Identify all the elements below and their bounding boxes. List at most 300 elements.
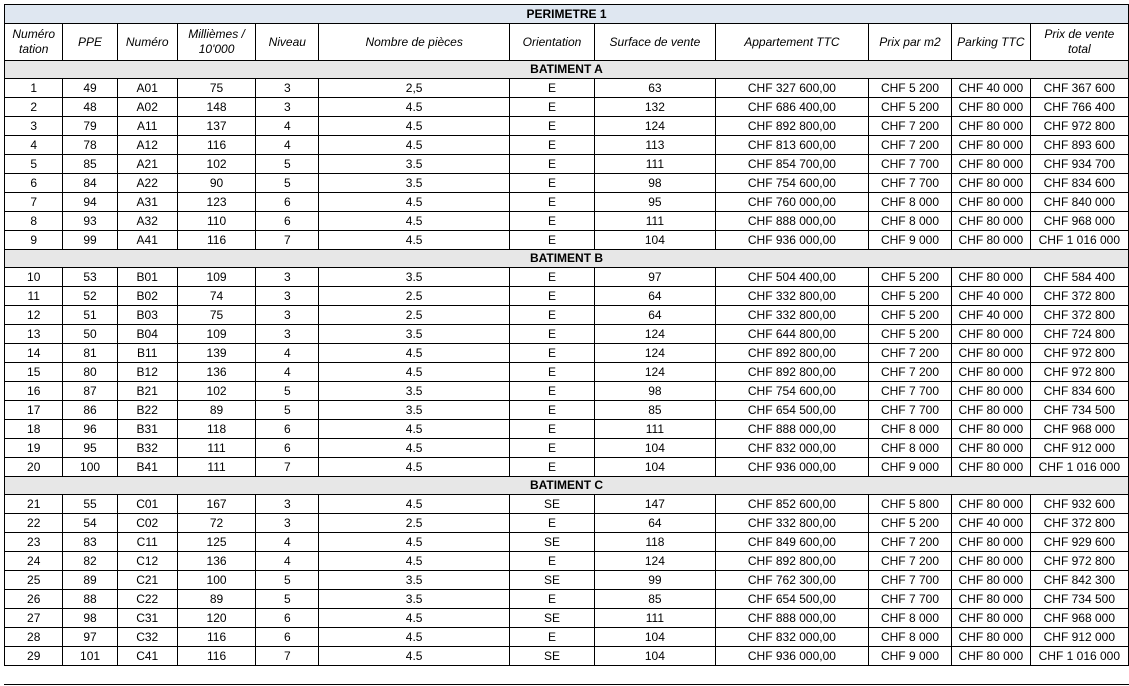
table-cell: 21 bbox=[5, 495, 63, 514]
section-title: BATIMENT A bbox=[5, 61, 1129, 79]
table-cell: CHF 80 000 bbox=[952, 98, 1031, 117]
table-cell: CHF 80 000 bbox=[952, 212, 1031, 231]
table-cell: 111 bbox=[594, 212, 715, 231]
table-cell: 6 bbox=[256, 212, 319, 231]
column-header: PPE bbox=[63, 24, 117, 61]
table-cell: CHF 40 000 bbox=[952, 79, 1031, 98]
table-cell: CHF 766 400 bbox=[1030, 98, 1128, 117]
table-cell: E bbox=[510, 552, 595, 571]
table-cell: CHF 754 600,00 bbox=[715, 382, 868, 401]
table-cell: CHF 834 600 bbox=[1030, 382, 1128, 401]
table-cell: 5 bbox=[256, 590, 319, 609]
table-cell: 72 bbox=[177, 514, 256, 533]
table-cell: 6 bbox=[256, 420, 319, 439]
table-cell: B21 bbox=[117, 382, 177, 401]
table-cell: 137 bbox=[177, 117, 256, 136]
table-cell: CHF 832 000,00 bbox=[715, 628, 868, 647]
bottom-divider bbox=[4, 684, 1129, 685]
table-cell: B03 bbox=[117, 306, 177, 325]
table-cell: CHF 934 700 bbox=[1030, 155, 1128, 174]
table-cell: CHF 5 200 bbox=[868, 306, 951, 325]
table-cell: A32 bbox=[117, 212, 177, 231]
table-cell: 125 bbox=[177, 533, 256, 552]
table-cell: 116 bbox=[177, 647, 256, 666]
table-cell: 2 bbox=[5, 98, 63, 117]
table-cell: CHF 724 800 bbox=[1030, 325, 1128, 344]
table-row bbox=[5, 514, 1129, 533]
column-header: Parking TTC bbox=[952, 24, 1031, 61]
table-row bbox=[5, 98, 1129, 117]
column-header: Numéro bbox=[117, 24, 177, 61]
table-cell: 3 bbox=[256, 268, 319, 287]
table-row bbox=[5, 287, 1129, 306]
column-header: Numéro tation bbox=[5, 24, 63, 61]
table-cell: E bbox=[510, 193, 595, 212]
table-cell: 4.5 bbox=[319, 609, 510, 628]
table-cell: CHF 80 000 bbox=[952, 590, 1031, 609]
table-cell: 4.5 bbox=[319, 552, 510, 571]
table-cell: 102 bbox=[177, 382, 256, 401]
table-row bbox=[5, 306, 1129, 325]
table-cell: CHF 8 000 bbox=[868, 628, 951, 647]
table-cell: CHF 854 700,00 bbox=[715, 155, 868, 174]
table-cell: CHF 644 800,00 bbox=[715, 325, 868, 344]
table-cell: A12 bbox=[117, 136, 177, 155]
table-cell: E bbox=[510, 514, 595, 533]
table-cell: CHF 9 000 bbox=[868, 231, 951, 250]
table-cell: E bbox=[510, 439, 595, 458]
table-row bbox=[5, 628, 1129, 647]
table-cell: 54 bbox=[63, 514, 117, 533]
table-cell: CHF 332 800,00 bbox=[715, 287, 868, 306]
table-cell: CHF 972 800 bbox=[1030, 552, 1128, 571]
section-title: BATIMENT B bbox=[5, 250, 1129, 268]
table-row bbox=[5, 571, 1129, 590]
table-cell: 3.5 bbox=[319, 174, 510, 193]
table-row bbox=[5, 231, 1129, 250]
table-cell: CHF 80 000 bbox=[952, 382, 1031, 401]
table-cell: 3.5 bbox=[319, 590, 510, 609]
table-cell: 4.5 bbox=[319, 647, 510, 666]
table-cell: 4.5 bbox=[319, 495, 510, 514]
table-cell: CHF 754 600,00 bbox=[715, 174, 868, 193]
table-cell: B32 bbox=[117, 439, 177, 458]
table-cell: 123 bbox=[177, 193, 256, 212]
table-cell: 18 bbox=[5, 420, 63, 439]
table-cell: 5 bbox=[256, 382, 319, 401]
table-cell: 4 bbox=[256, 136, 319, 155]
column-header: Nombre de pièces bbox=[319, 24, 510, 61]
table-cell: C12 bbox=[117, 552, 177, 571]
table-cell: SE bbox=[510, 495, 595, 514]
table-cell: 89 bbox=[177, 401, 256, 420]
table-cell: 111 bbox=[177, 458, 256, 477]
table-cell: A11 bbox=[117, 117, 177, 136]
table-cell: 83 bbox=[63, 533, 117, 552]
table-cell: 5 bbox=[256, 401, 319, 420]
table-cell: 7 bbox=[256, 458, 319, 477]
table-cell: 22 bbox=[5, 514, 63, 533]
table-cell: CHF 80 000 bbox=[952, 363, 1031, 382]
table-cell: CHF 80 000 bbox=[952, 268, 1031, 287]
table-cell: CHF 888 000,00 bbox=[715, 420, 868, 439]
table-cell: 102 bbox=[177, 155, 256, 174]
table-cell: 19 bbox=[5, 439, 63, 458]
table-cell: B02 bbox=[117, 287, 177, 306]
table-cell: 5 bbox=[5, 155, 63, 174]
table-cell: 20 bbox=[5, 458, 63, 477]
table-cell: 139 bbox=[177, 344, 256, 363]
table-cell: 85 bbox=[594, 590, 715, 609]
table-cell: CHF 888 000,00 bbox=[715, 212, 868, 231]
table-cell: 95 bbox=[63, 439, 117, 458]
table-cell: CHF 972 800 bbox=[1030, 344, 1128, 363]
table-cell: B41 bbox=[117, 458, 177, 477]
table-cell: CHF 367 600 bbox=[1030, 79, 1128, 98]
table-cell: 2.5 bbox=[319, 287, 510, 306]
table-cell: CHF 80 000 bbox=[952, 571, 1031, 590]
table-cell: 111 bbox=[594, 420, 715, 439]
table-cell: 89 bbox=[63, 571, 117, 590]
section-header-row bbox=[5, 477, 1129, 495]
table-cell: 25 bbox=[5, 571, 63, 590]
table-cell: CHF 80 000 bbox=[952, 552, 1031, 571]
section-header-row bbox=[5, 250, 1129, 268]
table-cell: 1 bbox=[5, 79, 63, 98]
table-cell: 52 bbox=[63, 287, 117, 306]
table-cell: E bbox=[510, 287, 595, 306]
table-cell: 98 bbox=[594, 382, 715, 401]
table-cell: CHF 8 000 bbox=[868, 420, 951, 439]
table-cell: CHF 372 800 bbox=[1030, 287, 1128, 306]
table-cell: CHF 80 000 bbox=[952, 420, 1031, 439]
table-cell: CHF 936 000,00 bbox=[715, 458, 868, 477]
table-cell: A01 bbox=[117, 79, 177, 98]
table-cell: 64 bbox=[594, 287, 715, 306]
table-cell: CHF 912 000 bbox=[1030, 439, 1128, 458]
table-row bbox=[5, 420, 1129, 439]
table-cell: 5 bbox=[256, 571, 319, 590]
title-row bbox=[5, 5, 1129, 24]
table-cell: 3 bbox=[256, 306, 319, 325]
table-cell: 148 bbox=[177, 98, 256, 117]
table-cell: 111 bbox=[594, 155, 715, 174]
table-cell: CHF 892 800,00 bbox=[715, 344, 868, 363]
table-cell: 3.5 bbox=[319, 401, 510, 420]
table-cell: CHF 80 000 bbox=[952, 495, 1031, 514]
table-cell: 124 bbox=[594, 552, 715, 571]
table-row bbox=[5, 79, 1129, 98]
table-row bbox=[5, 458, 1129, 477]
table-cell: 3 bbox=[256, 495, 319, 514]
table-cell: 4.5 bbox=[319, 117, 510, 136]
table-cell: 4 bbox=[256, 552, 319, 571]
table-cell: A41 bbox=[117, 231, 177, 250]
table-cell: 118 bbox=[594, 533, 715, 552]
table-cell: 136 bbox=[177, 363, 256, 382]
table-cell: CHF 7 700 bbox=[868, 155, 951, 174]
table-cell: 4.5 bbox=[319, 628, 510, 647]
table-cell: CHF 5 200 bbox=[868, 325, 951, 344]
table-cell: CHF 7 200 bbox=[868, 117, 951, 136]
table-cell: CHF 893 600 bbox=[1030, 136, 1128, 155]
table-row bbox=[5, 136, 1129, 155]
table-cell: 48 bbox=[63, 98, 117, 117]
table-cell: CHF 372 800 bbox=[1030, 306, 1128, 325]
table-cell: CHF 7 700 bbox=[868, 401, 951, 420]
table-cell: CHF 5 200 bbox=[868, 79, 951, 98]
table-cell: CHF 327 600,00 bbox=[715, 79, 868, 98]
table-cell: A02 bbox=[117, 98, 177, 117]
table-cell: 4.5 bbox=[319, 136, 510, 155]
table-cell: 80 bbox=[63, 363, 117, 382]
table-cell: E bbox=[510, 363, 595, 382]
table-cell: 116 bbox=[177, 628, 256, 647]
table-cell: 75 bbox=[177, 79, 256, 98]
table-cell: 100 bbox=[177, 571, 256, 590]
table-cell: CHF 7 200 bbox=[868, 136, 951, 155]
table-cell: CHF 852 600,00 bbox=[715, 495, 868, 514]
table-cell: CHF 968 000 bbox=[1030, 420, 1128, 439]
table-row bbox=[5, 193, 1129, 212]
table-cell: 101 bbox=[63, 647, 117, 666]
table-cell: CHF 888 000,00 bbox=[715, 609, 868, 628]
table-cell: CHF 968 000 bbox=[1030, 212, 1128, 231]
table-cell: C21 bbox=[117, 571, 177, 590]
table-cell: CHF 80 000 bbox=[952, 344, 1031, 363]
table-row bbox=[5, 344, 1129, 363]
table-cell: CHF 80 000 bbox=[952, 609, 1031, 628]
table-cell: C32 bbox=[117, 628, 177, 647]
table-cell: 84 bbox=[63, 174, 117, 193]
table-cell: 98 bbox=[63, 609, 117, 628]
table-cell: CHF 5 200 bbox=[868, 514, 951, 533]
table-cell: CHF 7 200 bbox=[868, 533, 951, 552]
table-cell: E bbox=[510, 306, 595, 325]
table-cell: E bbox=[510, 98, 595, 117]
table-cell: CHF 734 500 bbox=[1030, 590, 1128, 609]
table-cell: 136 bbox=[177, 552, 256, 571]
table-cell: B01 bbox=[117, 268, 177, 287]
table-cell: 3.5 bbox=[319, 382, 510, 401]
table-cell: 90 bbox=[177, 174, 256, 193]
table-row bbox=[5, 495, 1129, 514]
table-cell: 6 bbox=[256, 628, 319, 647]
table-cell: CHF 1 016 000 bbox=[1030, 458, 1128, 477]
column-header: Prix de vente total bbox=[1030, 24, 1128, 61]
table-cell: E bbox=[510, 231, 595, 250]
table-cell: 4.5 bbox=[319, 420, 510, 439]
table-cell: 4 bbox=[256, 344, 319, 363]
table-cell: 3.5 bbox=[319, 268, 510, 287]
table-cell: CHF 40 000 bbox=[952, 514, 1031, 533]
table-cell: 2.5 bbox=[319, 306, 510, 325]
table-cell: B31 bbox=[117, 420, 177, 439]
table-row bbox=[5, 268, 1129, 287]
table-cell: 3.5 bbox=[319, 155, 510, 174]
table-cell: CHF 80 000 bbox=[952, 136, 1031, 155]
table-cell: 4.5 bbox=[319, 98, 510, 117]
table-cell: E bbox=[510, 79, 595, 98]
table-cell: 2.5 bbox=[319, 514, 510, 533]
table-cell: 104 bbox=[594, 231, 715, 250]
table-cell: E bbox=[510, 382, 595, 401]
table-cell: CHF 80 000 bbox=[952, 325, 1031, 344]
table-cell: 4 bbox=[256, 533, 319, 552]
column-header: Millièmes / 10'000 bbox=[177, 24, 256, 61]
table-cell: 55 bbox=[63, 495, 117, 514]
table-cell: CHF 5 200 bbox=[868, 268, 951, 287]
table-cell: CHF 968 000 bbox=[1030, 609, 1128, 628]
table-cell: E bbox=[510, 344, 595, 363]
table-cell: 14 bbox=[5, 344, 63, 363]
table-cell: 4 bbox=[5, 136, 63, 155]
table-cell: 8 bbox=[5, 212, 63, 231]
table-cell: C22 bbox=[117, 590, 177, 609]
table-cell: 4.5 bbox=[319, 439, 510, 458]
table-cell: E bbox=[510, 420, 595, 439]
table-cell: CHF 762 300,00 bbox=[715, 571, 868, 590]
table-row bbox=[5, 590, 1129, 609]
table-cell: CHF 842 300 bbox=[1030, 571, 1128, 590]
table-cell: 24 bbox=[5, 552, 63, 571]
table-cell: 116 bbox=[177, 136, 256, 155]
section-header-row bbox=[5, 61, 1129, 79]
table-cell: 99 bbox=[594, 571, 715, 590]
table-cell: 16 bbox=[5, 382, 63, 401]
table-cell: CHF 834 600 bbox=[1030, 174, 1128, 193]
table-cell: CHF 936 000,00 bbox=[715, 647, 868, 666]
table-cell: 109 bbox=[177, 268, 256, 287]
table-cell: A21 bbox=[117, 155, 177, 174]
table-cell: 124 bbox=[594, 117, 715, 136]
table-cell: CHF 40 000 bbox=[952, 306, 1031, 325]
table-cell: C02 bbox=[117, 514, 177, 533]
table-cell: CHF 840 000 bbox=[1030, 193, 1128, 212]
table-cell: 53 bbox=[63, 268, 117, 287]
table-cell: 50 bbox=[63, 325, 117, 344]
header-row bbox=[5, 24, 1129, 61]
table-cell: CHF 7 200 bbox=[868, 552, 951, 571]
table-cell: CHF 332 800,00 bbox=[715, 514, 868, 533]
table-cell: 5 bbox=[256, 174, 319, 193]
table-cell: CHF 832 000,00 bbox=[715, 439, 868, 458]
table-cell: 78 bbox=[63, 136, 117, 155]
table-row bbox=[5, 117, 1129, 136]
table-cell: E bbox=[510, 117, 595, 136]
table-cell: CHF 332 800,00 bbox=[715, 306, 868, 325]
table-cell: 9 bbox=[5, 231, 63, 250]
table-cell: 81 bbox=[63, 344, 117, 363]
table-cell: CHF 1 016 000 bbox=[1030, 647, 1128, 666]
table-cell: CHF 9 000 bbox=[868, 458, 951, 477]
table-cell: 94 bbox=[63, 193, 117, 212]
table-cell: 104 bbox=[594, 458, 715, 477]
table-cell: 3 bbox=[256, 287, 319, 306]
table-cell: CHF 686 400,00 bbox=[715, 98, 868, 117]
table-cell: C11 bbox=[117, 533, 177, 552]
table-cell: 3.5 bbox=[319, 325, 510, 344]
table-cell: 124 bbox=[594, 344, 715, 363]
table-row bbox=[5, 325, 1129, 344]
table-cell: 110 bbox=[177, 212, 256, 231]
table-cell: CHF 7 700 bbox=[868, 590, 951, 609]
table-cell: C41 bbox=[117, 647, 177, 666]
table-row bbox=[5, 552, 1129, 571]
table-cell: 104 bbox=[594, 647, 715, 666]
column-header: Orientation bbox=[510, 24, 595, 61]
table-cell: 4.5 bbox=[319, 212, 510, 231]
table-cell: CHF 504 400,00 bbox=[715, 268, 868, 287]
table-cell: 82 bbox=[63, 552, 117, 571]
table-cell: 88 bbox=[63, 590, 117, 609]
table-cell: 26 bbox=[5, 590, 63, 609]
table-cell: 79 bbox=[63, 117, 117, 136]
table-cell: 100 bbox=[63, 458, 117, 477]
table-cell: 104 bbox=[594, 628, 715, 647]
table-cell: 89 bbox=[177, 590, 256, 609]
table-cell: CHF 1 016 000 bbox=[1030, 231, 1128, 250]
table-cell: E bbox=[510, 212, 595, 231]
table-cell: 11 bbox=[5, 287, 63, 306]
table-cell: 15 bbox=[5, 363, 63, 382]
table-cell: 64 bbox=[594, 306, 715, 325]
table-cell: 6 bbox=[256, 439, 319, 458]
table-cell: CHF 80 000 bbox=[952, 533, 1031, 552]
table-cell: 97 bbox=[594, 268, 715, 287]
table-cell: E bbox=[510, 174, 595, 193]
table-cell: E bbox=[510, 136, 595, 155]
table-cell: CHF 5 200 bbox=[868, 287, 951, 306]
table-cell: B12 bbox=[117, 363, 177, 382]
table-cell: 10 bbox=[5, 268, 63, 287]
table-cell: 113 bbox=[594, 136, 715, 155]
table-cell: 3.5 bbox=[319, 571, 510, 590]
table-cell: CHF 892 800,00 bbox=[715, 117, 868, 136]
table-cell: CHF 8 000 bbox=[868, 439, 951, 458]
table-cell: CHF 80 000 bbox=[952, 155, 1031, 174]
table-cell: CHF 7 700 bbox=[868, 382, 951, 401]
table-cell: CHF 892 800,00 bbox=[715, 363, 868, 382]
table-cell: 23 bbox=[5, 533, 63, 552]
table-cell: 3 bbox=[256, 98, 319, 117]
table-cell: CHF 9 000 bbox=[868, 647, 951, 666]
table-row bbox=[5, 212, 1129, 231]
table-cell: 17 bbox=[5, 401, 63, 420]
table-cell: 49 bbox=[63, 79, 117, 98]
table-cell: 4.5 bbox=[319, 344, 510, 363]
table-cell: CHF 80 000 bbox=[952, 647, 1031, 666]
table-cell: CHF 892 800,00 bbox=[715, 552, 868, 571]
table-cell: 124 bbox=[594, 325, 715, 344]
table-cell: 51 bbox=[63, 306, 117, 325]
table-cell: 104 bbox=[594, 439, 715, 458]
table-row bbox=[5, 363, 1129, 382]
table-row bbox=[5, 647, 1129, 666]
table-cell: CHF 849 600,00 bbox=[715, 533, 868, 552]
table-cell: 98 bbox=[594, 174, 715, 193]
table-cell: 3 bbox=[256, 79, 319, 98]
table-cell: 4.5 bbox=[319, 363, 510, 382]
table-title: PERIMETRE 1 bbox=[5, 5, 1129, 24]
table-cell: CHF 929 600 bbox=[1030, 533, 1128, 552]
table-cell: 116 bbox=[177, 231, 256, 250]
table-cell: E bbox=[510, 458, 595, 477]
table-cell: 85 bbox=[63, 155, 117, 174]
table-cell: E bbox=[510, 628, 595, 647]
table-cell: 7 bbox=[256, 647, 319, 666]
table-cell: 3 bbox=[256, 514, 319, 533]
